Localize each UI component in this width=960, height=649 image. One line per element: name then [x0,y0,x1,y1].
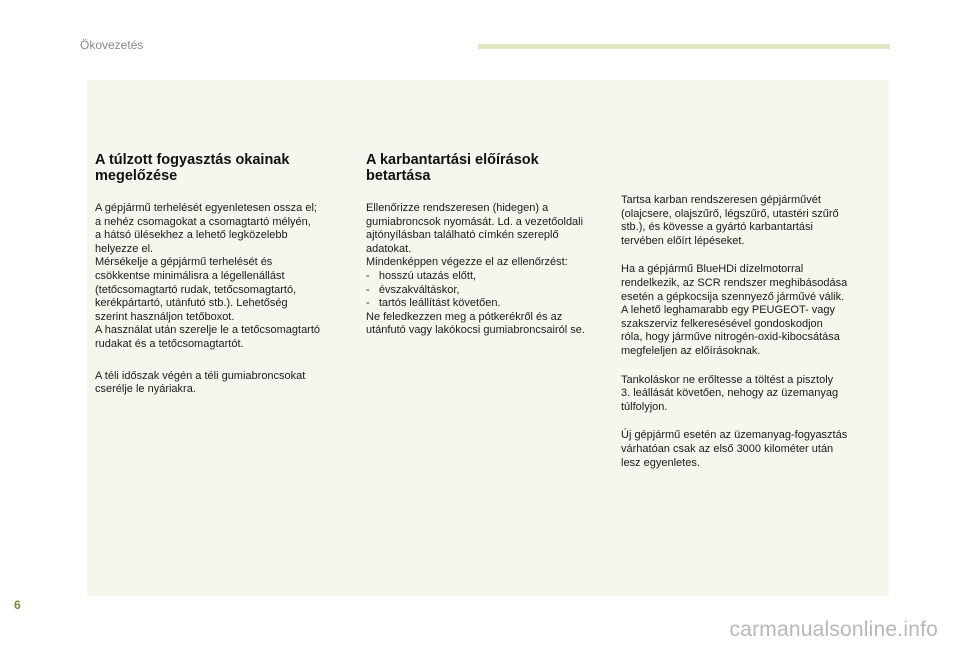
paragraph-bluehdi: Ha a gépjármű BlueHDi dízelmotorral rendelkezik, az SCR rendszer meghibásodása esetén a gépkocsija szennyező járművé válik. A lehető leghamarabb egy PEUGEOT- vagy szakszerviz felkeresésével gondoskodjon róla, hogy járműve nitrogén-oxid-kibocsátása megfeleljen az előírásoknak. [621,263,848,357]
header-accent-bar [478,44,890,49]
heading-maintenance: A karbantartási előírások betartása [366,152,539,184]
paragraph-refuelling: Tankoláskor ne erőltesse a töltést a pisztoly 3. leállását követően, nehogy az üzemanyag túlfolyjon. [621,373,839,413]
paragraph-service: Tartsa karban rendszeresen gépjárművét (olajcsere, olajszűrő, légszűrő, utastéri szűrő stb.), és kövesse a gyártó karbantartási tervében előírt lépéseket. [621,194,839,247]
heading-excess-consumption: A túlzott fogyasztás okainak megelőzése [95,152,290,184]
paragraph-load: A gépjármű terhelését egyenletesen ossza el; a nehéz csomagokat a csomagtartó mélyén, a hátsó ülésekhez a lehető legközelebb helyezze el. Mérsékelje a gépjármű terhelését és csökkentse minimálisra a légellenállást (tetőcsomagtartó rudak, tetőcsomagtartó, kerékpártartó, utánfutó stb.). Lehetőség szerint használjon tetőboxot. A használat után szerelje le a tetőcsomagtartó rudakat és a tetőcsomagtartót. [95,202,321,350]
paragraph-tyre-pressure: Ellenőrizze rendszeresen (hidegen) a gumiabroncsok nyomását. Ld. a vezetőoldali ajtónyílásban található címkén szereplő adatokat. Mindenképpen végezze el az ellenőrzést: - hosszú utazás előtt, - évszakváltáskor, - tartós leállítást követően. Ne feledkezzen meg a pótkerékről és az utánfutó vagy lakókocsi gumiabroncsairól se. [366,202,585,337]
paragraph-new-vehicle: Új gépjármű esetén az üzemanyag-fogyasztás várhatóan csak az első 3000 kilométer után lesz egyenletes. [621,429,848,469]
page-number: 6 [14,598,21,612]
paragraph-winter-tyres: A téli időszak végén a téli gumiabroncsokat cserélje le nyáriakra. [95,369,306,396]
watermark: carmanualsonline.info [729,618,938,641]
column-consumption [95,152,355,415]
column-maintenance-continued [621,194,887,485]
section-title: Ökovezetés [80,38,144,52]
column-maintenance [366,152,616,356]
